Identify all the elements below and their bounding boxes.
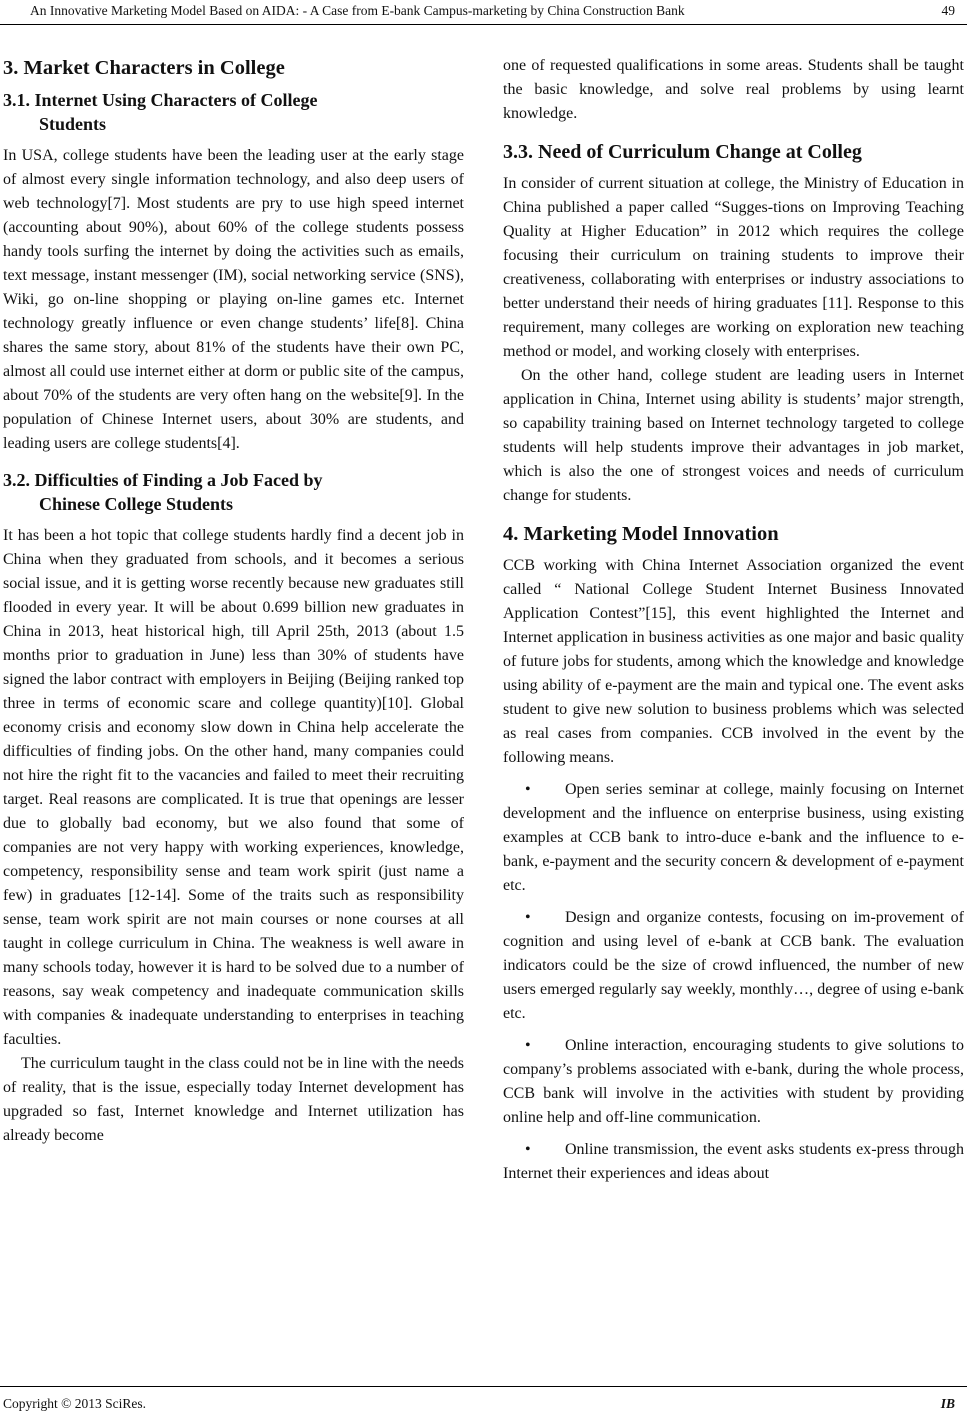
left-column: [3, 54, 464, 1148]
journal-abbreviation: IB: [940, 1396, 955, 1411]
section-3-3-paragraph-1: In consider of current situation at college, the Ministry of Education in China published a paper called “Sugges-tions on Improving Teaching Quality at Higher Education” in 2012 which requires the college focusing their curriculum on training students to improve their creativeness, collaborating with enterprises or industry associations to better understand their needs of hiring graduates [11]. Response to this requirement, many colleges are working on exploration new teaching method or model, and working closely with enterprises.: [503, 175, 964, 360]
bullet-item: [503, 1034, 964, 1130]
section-3-3-paragraph-2: On the other hand, college student are leading users in Internet application in China, Internet using ability is students’ major strength, so capability training based on Internet technology targeted to college students will help students improve their advantages in job market, which is also the one of strongest voices and needs of curriculum change for students.: [503, 367, 964, 504]
section-3-heading: 3. Market Characters in College: [3, 57, 285, 79]
copyright-notice: Copyright © 2013 SciRes.: [3, 1396, 147, 1411]
bullet-text: Online transmission, the event asks students ex-press through Internet their experiences and ideas about: [503, 1141, 964, 1182]
page-number: 49: [941, 3, 955, 18]
bullet-icon: •: [525, 1037, 531, 1054]
section-3-3-heading: 3.3. Need of Curriculum Change at Colleg: [503, 141, 862, 163]
section-3-2-heading: [3, 468, 464, 516]
bullet-icon: •: [525, 909, 531, 926]
section-3-1-paragraph: In USA, college students have been the leading user at the early stage of almost every single information technology, and also deep users of web technology[7]. Most students are pry to use high speed internet (accounting about 90%), about 60% of the college students possess handy tools surfing the internet by doing the activities such as emails, text message, instant messenger (IM), social networking service (SNS), Wiki, go on-line shopping or playing on-line games etc. Internet technology greatly influence or even change students’ life[8]. China shares the same story, about 81% of the students have their own PC, almost all could use internet either at dorm or public site of the campus, about 70% of the students are very often hang on the website[9]. In the population of Chinese Internet users, about 30% are students, and leading users are college students[4].: [3, 147, 464, 452]
bullet-text: Design and organize contests, focusing on im-provement of cognition and using level of e-bank at CCB bank. The evaluation indicators could be the size of crowd influenced, the number of new users emerged regularly say weekly, monthly…, degree of using e-bank etc.: [503, 909, 964, 1022]
section-4-heading: 4. Marketing Model Innovation: [503, 523, 779, 545]
continued-paragraph: one of requested qualifications in some areas. Students shall be taught the basic knowledge, and solve real problems by using learnt knowledge.: [503, 57, 964, 122]
section-4-paragraph: CCB working with China Internet Association organized the event called “ National College Student Internet Business Innovated Application Contest”[15], this event highlighted the Internet and Internet application in business activities as one major and basic quality of future jobs for students, among which the knowledge and knowledge using ability of e-payment are the main and typical one. The event asks student to give new solution to business problems which was selected as real cases from companies. CCB involved in the event by the following means.: [503, 557, 964, 766]
running-title: An Innovative Marketing Model Based on AIDA: - A Case from E-bank Campus-marketing by China Construction Bank: [30, 3, 685, 18]
section-3-2-heading-line2: Chinese College Students: [39, 494, 234, 514]
running-header: [0, 0, 967, 22]
header-rule: [0, 24, 967, 25]
right-column: [503, 54, 964, 1186]
page-footer: [0, 1391, 967, 1416]
bullet-item: [503, 906, 964, 1026]
bullet-text: Online interaction, encouraging students to give solutions to company’s problems associated with e-bank, during the whole process, CCB bank will involve in the activities with student by providing online help and off-line communication.: [503, 1037, 964, 1126]
footer-rule: [0, 1386, 967, 1387]
bullet-item: [503, 1138, 964, 1186]
section-3-2-heading-line1: 3.2. Difficulties of Finding a Job Faced by: [3, 470, 323, 490]
section-3-1-heading-line1: 3.1. Internet Using Characters of College: [3, 90, 318, 110]
section-3-1-heading: [3, 88, 464, 136]
section-3-1-heading-line2: Students: [39, 114, 107, 134]
section-3-2-paragraph-1: It has been a hot topic that college students hardly find a decent job in China when they graduated from schools, and it becomes a serious social issue, and it is getting worse recently because new graduates still flooded in every year. It will be about 0.699 billion new graduates in China in 2013, heat historical high, till April 25th, 2013 (about 1.5 months prior to graduation in June) less than 30% of students have signed the labor contract with employers in Beijing (Beijing ranked top three in terms of economic scare and college quantity)[10]. Global economy crisis and economy slow down in China help accelerate the difficulties of finding jobs. On the other hand, many companies could not hire the right fit to the vacancies and failed to meet their recruiting target. Real reasons are complicated. It is true that openings are lesser due to globally bad economy, but we also found that some of companies are not very happy with working experiences, knowledge, competency, responsibility sense and team work spirit (just name a few) in graduates [12-14]. Some of the traits such as responsibility sense, team work spirit are not main courses or none courses at all taught in college curriculum in China. The weakness is well aware in many schools today, however it is hard to be solved due to a number of reasons, say weak competency and inadequate communication skills with companies & inadequate understanding to enterprises in teaching faculties.: [3, 527, 464, 1048]
bullet-icon: •: [525, 781, 531, 798]
section-3-2-paragraph-2: The curriculum taught in the class could not be in line with the needs of reality, that is the issue, especially today Internet development has upgraded so fast, Internet knowledge and Internet utilization has already become: [3, 1055, 464, 1144]
bullet-icon: •: [525, 1141, 531, 1158]
bullet-text: Open series seminar at college, mainly focusing on Internet development and the influence on enterprise business, using existing examples at CCB bank to intro-duce e-bank and the influence to e-bank, e-payment and the security concern & development of e-payment etc.: [503, 781, 964, 894]
bullet-item: [503, 778, 964, 898]
